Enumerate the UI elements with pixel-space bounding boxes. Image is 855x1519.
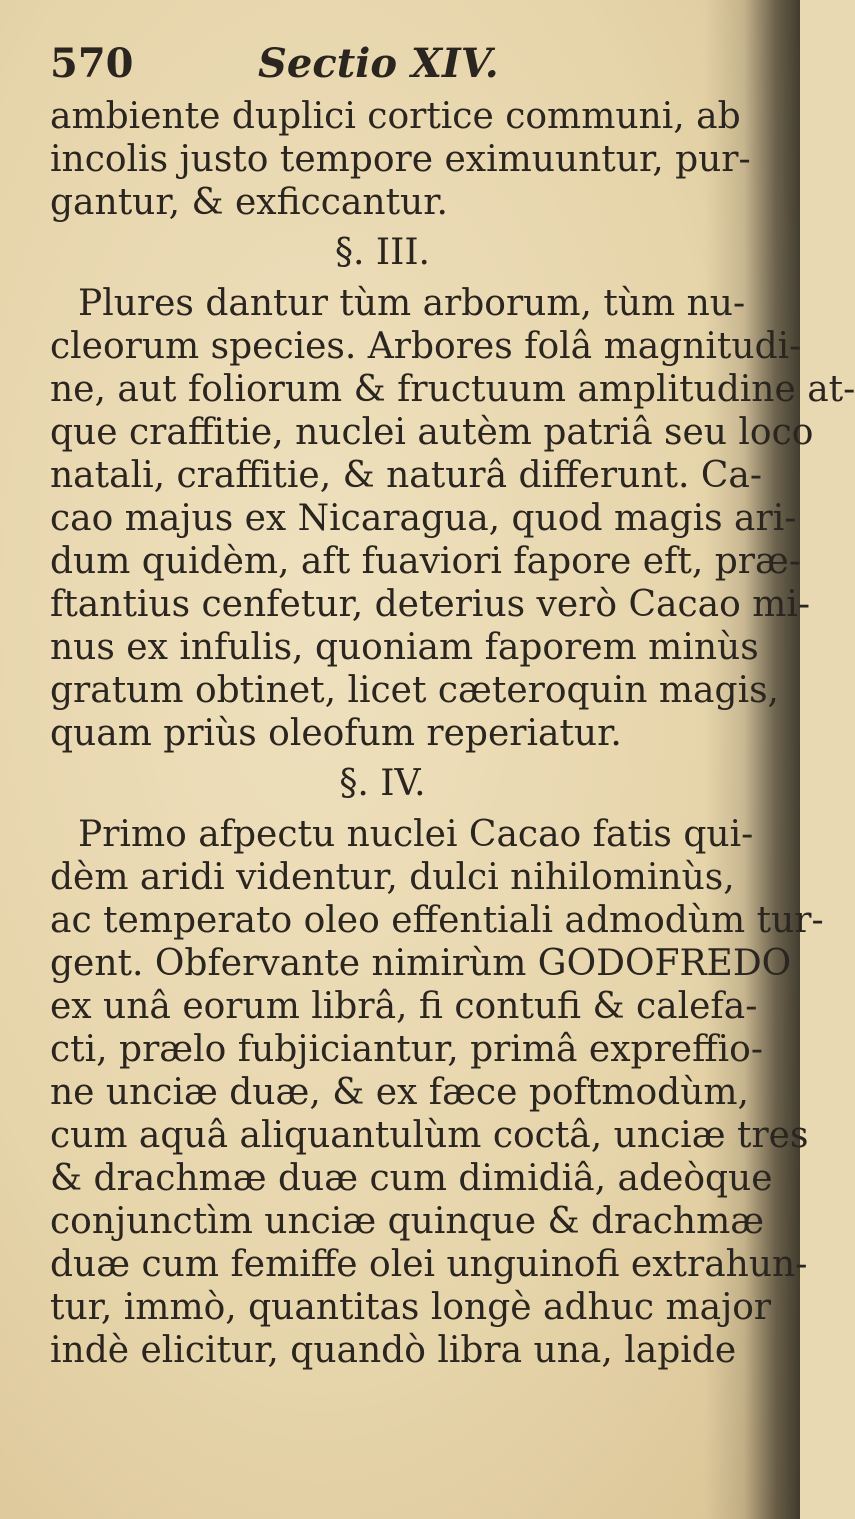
text-line: ac temperato oleo effentiali admodùm tur- <box>50 900 824 941</box>
text-line: natali, craffitie, & naturâ differunt. Ca- <box>50 455 763 496</box>
text-line: dèm aridi videntur, dulci nihilominùs, <box>50 857 735 898</box>
text-line: ftantius cenfetur, deterius verò Cacao mi- <box>50 584 811 625</box>
text-line: ambiente duplici cortice communi, ab <box>50 96 741 137</box>
text-line: que craffitie, nuclei autèm patriâ seu loco <box>50 412 814 453</box>
text-line: Plures dantur tùm arborum, tùm nu- <box>78 283 746 324</box>
text-line: cum aquâ aliquantulùm coctâ, unciæ tres <box>50 1115 809 1156</box>
text-line: gent. Obfervante nimirùm GODOFREDO <box>50 943 792 984</box>
running-head: Sectio XIV. <box>258 40 499 87</box>
text-line: quam priùs oleofum reperiatur. <box>50 713 622 754</box>
text-line: tur, immò, quantitas longè adhuc major <box>50 1287 772 1328</box>
page-number: 570 <box>50 40 134 87</box>
text-line: conjunctìm unciæ quinque & drachmæ <box>50 1201 765 1242</box>
section-heading: §. IV. <box>339 763 426 804</box>
page-header <box>50 38 750 90</box>
text-line: cao majus ex Nicaragua, quod magis ari- <box>50 498 797 539</box>
text-line: cti, prælo fubjiciantur, primâ expreffio- <box>50 1029 764 1070</box>
text-line: cleorum species. Arbores folâ magnitudi- <box>50 326 802 367</box>
text-line: dum quidèm, aft fuaviori fapore eft, præ- <box>50 541 801 582</box>
section-heading: §. III. <box>335 232 430 273</box>
text-line: duæ cum femiffe olei unguinofi extrahun- <box>50 1244 808 1285</box>
text-line: ne, aut foliorum & fructuum amplitudine at- <box>50 369 855 410</box>
text-line: indè elicitur, quandò libra una, lapide <box>50 1330 737 1371</box>
text-line: ne unciæ duæ, & ex fæce poftmodùm, <box>50 1072 749 1113</box>
text-line: & drachmæ duæ cum dimidiâ, adeòque <box>50 1158 773 1199</box>
text-line: gantur, & exficcantur. <box>50 182 448 223</box>
text-line: ex unâ eorum librâ, fi contufi & calefa- <box>50 986 758 1027</box>
text-line: incolis justo tempore eximuuntur, pur- <box>50 139 751 180</box>
text-line: nus ex infulis, quoniam faporem minùs <box>50 627 759 668</box>
text-line: Primo afpectu nuclei Cacao fatis qui- <box>78 814 754 855</box>
text-line: gratum obtinet, licet cæteroquin magis, <box>50 670 779 711</box>
blank-margin <box>0 1130 740 1519</box>
